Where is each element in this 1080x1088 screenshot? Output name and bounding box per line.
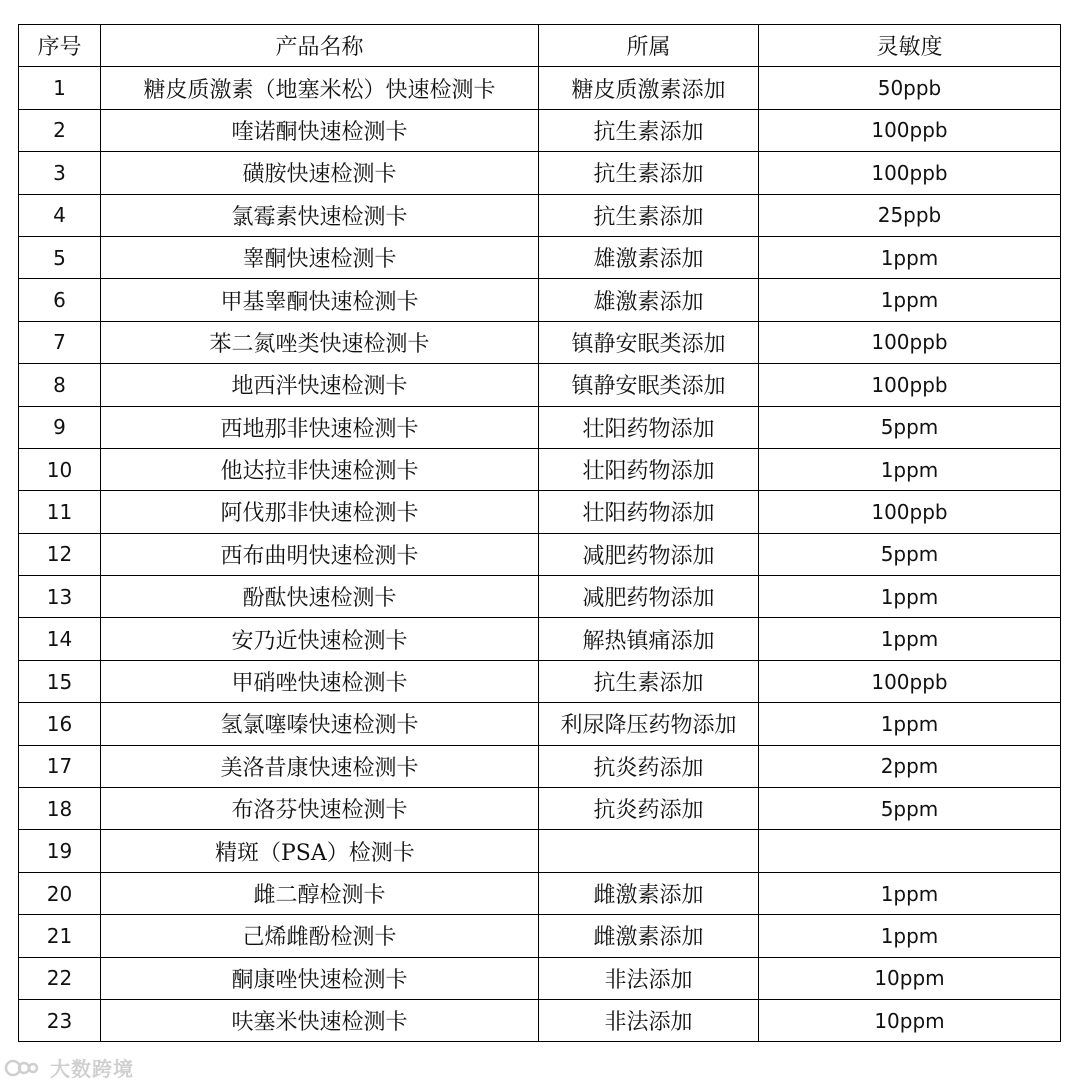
cell-index: 8 (19, 364, 101, 406)
cell-sensitivity: 1ppm (759, 703, 1061, 745)
table-row (19, 279, 1061, 321)
cell-index: 7 (19, 321, 101, 363)
cell-index: 20 (19, 872, 101, 914)
cell-index: 9 (19, 406, 101, 448)
cell-sensitivity: 5ppm (759, 406, 1061, 448)
cell-index: 21 (19, 915, 101, 957)
table-row (19, 67, 1061, 109)
cell-category: 雄激素添加 (539, 279, 759, 321)
watermark-text: 大数跨境 (50, 1056, 134, 1081)
cell-product: 精斑（PSA）检测卡 (101, 830, 539, 872)
header-category: 所属 (539, 25, 759, 67)
cell-index: 17 (19, 745, 101, 787)
cell-product: 喹诺酮快速检测卡 (101, 109, 539, 151)
watermark-logo-icon (4, 1055, 44, 1079)
table-row (19, 915, 1061, 957)
cell-product: 布洛芬快速检测卡 (101, 788, 539, 830)
cell-category: 壮阳药物添加 (539, 448, 759, 490)
cell-index: 16 (19, 703, 101, 745)
table-row (19, 109, 1061, 151)
cell-sensitivity: 1ppm (759, 236, 1061, 278)
cell-category: 抗生素添加 (539, 109, 759, 151)
table-body (19, 67, 1061, 1042)
cell-index: 12 (19, 533, 101, 575)
cell-product: 雌二醇检测卡 (101, 872, 539, 914)
cell-sensitivity: 100ppb (759, 491, 1061, 533)
cell-category: 减肥药物添加 (539, 576, 759, 618)
table-row (19, 533, 1061, 575)
table-row (19, 660, 1061, 702)
table-row (19, 194, 1061, 236)
cell-category: 雌激素添加 (539, 872, 759, 914)
table-row (19, 152, 1061, 194)
cell-sensitivity: 2ppm (759, 745, 1061, 787)
cell-sensitivity: 100ppb (759, 364, 1061, 406)
cell-index: 1 (19, 67, 101, 109)
cell-sensitivity: 1ppm (759, 279, 1061, 321)
cell-category: 抗生素添加 (539, 660, 759, 702)
cell-category: 解热镇痛添加 (539, 618, 759, 660)
cell-category: 抗生素添加 (539, 194, 759, 236)
cell-product: 睾酮快速检测卡 (101, 236, 539, 278)
cell-product: 呋塞米快速检测卡 (101, 999, 539, 1041)
cell-sensitivity: 50ppb (759, 67, 1061, 109)
cell-sensitivity: 25ppb (759, 194, 1061, 236)
cell-index: 10 (19, 448, 101, 490)
cell-product: 酚酞快速检测卡 (101, 576, 539, 618)
cell-index: 2 (19, 109, 101, 151)
cell-sensitivity: 1ppm (759, 872, 1061, 914)
cell-product: 阿伐那非快速检测卡 (101, 491, 539, 533)
cell-category: 壮阳药物添加 (539, 406, 759, 448)
cell-index: 5 (19, 236, 101, 278)
cell-sensitivity: 100ppb (759, 660, 1061, 702)
table-row (19, 618, 1061, 660)
cell-category: 抗炎药添加 (539, 788, 759, 830)
cell-sensitivity: 1ppm (759, 448, 1061, 490)
cell-category: 减肥药物添加 (539, 533, 759, 575)
header-product: 产品名称 (101, 25, 539, 67)
table-header-row (19, 25, 1061, 67)
cell-product: 地西泮快速检测卡 (101, 364, 539, 406)
cell-product: 西布曲明快速检测卡 (101, 533, 539, 575)
cell-category: 镇静安眠类添加 (539, 321, 759, 363)
cell-category: 利尿降压药物添加 (539, 703, 759, 745)
cell-product: 甲基睾酮快速检测卡 (101, 279, 539, 321)
cell-index: 18 (19, 788, 101, 830)
cell-sensitivity: 1ppm (759, 576, 1061, 618)
cell-product: 美洛昔康快速检测卡 (101, 745, 539, 787)
cell-category: 镇静安眠类添加 (539, 364, 759, 406)
cell-sensitivity: 5ppm (759, 533, 1061, 575)
table-row (19, 703, 1061, 745)
cell-product: 磺胺快速检测卡 (101, 152, 539, 194)
table-row (19, 788, 1061, 830)
cell-index: 23 (19, 999, 101, 1041)
cell-category: 雌激素添加 (539, 915, 759, 957)
table-row (19, 448, 1061, 490)
cell-category (539, 830, 759, 872)
cell-index: 11 (19, 491, 101, 533)
cell-index: 15 (19, 660, 101, 702)
cell-product: 西地那非快速检测卡 (101, 406, 539, 448)
table-row (19, 957, 1061, 999)
cell-category: 雄激素添加 (539, 236, 759, 278)
cell-product: 甲硝唑快速检测卡 (101, 660, 539, 702)
table-row (19, 999, 1061, 1041)
cell-product: 安乃近快速检测卡 (101, 618, 539, 660)
cell-sensitivity: 100ppb (759, 152, 1061, 194)
table-row (19, 830, 1061, 872)
header-index: 序号 (19, 25, 101, 67)
cell-category: 壮阳药物添加 (539, 491, 759, 533)
cell-index: 4 (19, 194, 101, 236)
cell-category: 抗炎药添加 (539, 745, 759, 787)
cell-product: 己烯雌酚检测卡 (101, 915, 539, 957)
cell-index: 22 (19, 957, 101, 999)
table-row (19, 491, 1061, 533)
cell-index: 6 (19, 279, 101, 321)
cell-sensitivity: 1ppm (759, 618, 1061, 660)
cell-index: 19 (19, 830, 101, 872)
cell-product: 苯二氮唑类快速检测卡 (101, 321, 539, 363)
cell-index: 14 (19, 618, 101, 660)
cell-sensitivity: 5ppm (759, 788, 1061, 830)
cell-product: 他达拉非快速检测卡 (101, 448, 539, 490)
table-row (19, 406, 1061, 448)
table-row (19, 321, 1061, 363)
cell-product: 酮康唑快速检测卡 (101, 957, 539, 999)
cell-category: 非法添加 (539, 957, 759, 999)
cell-category: 糖皮质激素添加 (539, 67, 759, 109)
cell-index: 3 (19, 152, 101, 194)
cell-category: 抗生素添加 (539, 152, 759, 194)
cell-sensitivity: 1ppm (759, 915, 1061, 957)
cell-sensitivity: 100ppb (759, 321, 1061, 363)
table-row (19, 745, 1061, 787)
watermark (4, 1052, 134, 1082)
table-row (19, 364, 1061, 406)
table-row (19, 236, 1061, 278)
cell-index: 13 (19, 576, 101, 618)
cell-product: 氢氯噻嗪快速检测卡 (101, 703, 539, 745)
product-table (18, 24, 1061, 1042)
table-row (19, 576, 1061, 618)
cell-sensitivity (759, 830, 1061, 872)
header-sensitivity: 灵敏度 (759, 25, 1061, 67)
cell-sensitivity: 100ppb (759, 109, 1061, 151)
table-row (19, 872, 1061, 914)
cell-sensitivity: 10ppm (759, 999, 1061, 1041)
cell-sensitivity: 10ppm (759, 957, 1061, 999)
cell-product: 氯霉素快速检测卡 (101, 194, 539, 236)
cell-category: 非法添加 (539, 999, 759, 1041)
cell-product: 糖皮质激素（地塞米松）快速检测卡 (101, 67, 539, 109)
